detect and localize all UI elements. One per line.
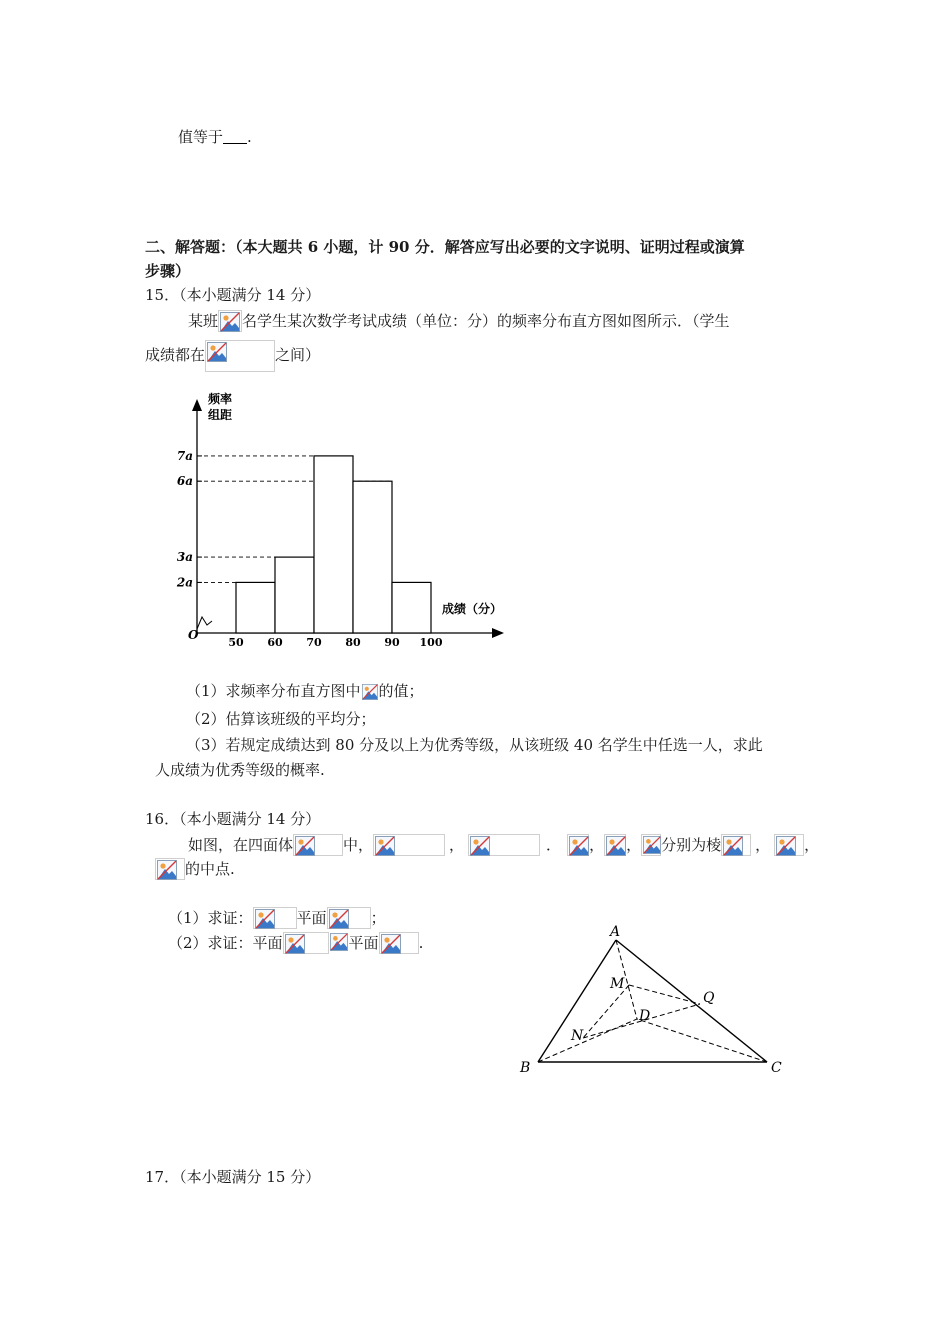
- histogram-bar: [353, 481, 392, 633]
- q16-part1-a: （1）求证：: [168, 909, 253, 927]
- formula-image-icon: [218, 310, 242, 332]
- axis-break: [197, 617, 212, 629]
- q17-score: （本小题满分 15 分）: [179, 1168, 321, 1186]
- q16-part1-c: ；: [370, 909, 386, 927]
- q15-part1-b: 的值；: [378, 682, 424, 700]
- x-label: 成绩（分）: [442, 602, 503, 616]
- period: ．: [546, 836, 562, 854]
- q16-number: 16．: [145, 810, 180, 828]
- q15-part2: （2）估算该班级的平均分；: [186, 710, 376, 728]
- formula-image-icon: [155, 858, 185, 880]
- y-label-line1: 频率: [208, 392, 233, 406]
- histogram-bar: [236, 582, 275, 633]
- formula-image-icon: [205, 340, 275, 372]
- q17-header: [145, 1166, 320, 1188]
- formula-image-icon: [774, 834, 804, 856]
- formula-image-icon: [373, 834, 445, 856]
- y-tick-label: 2a: [176, 575, 193, 590]
- comma: ，: [755, 836, 771, 854]
- q16-part1: [168, 907, 386, 929]
- y-tick-label: 6a: [176, 474, 193, 489]
- q16-part1-b: 平面: [296, 909, 327, 927]
- label-m: M: [610, 976, 625, 992]
- x-axis-arrow: [492, 628, 504, 638]
- label-b: B: [520, 1060, 531, 1076]
- histogram-bar: [275, 557, 314, 633]
- x-tick-label: 70: [306, 636, 322, 649]
- q16-stem-d: 的中点.: [185, 860, 235, 878]
- answer-blank: [223, 129, 247, 144]
- tetrahedron-figure: [505, 922, 805, 1082]
- segment-mn: [583, 985, 629, 1038]
- origin-label: O: [188, 628, 199, 642]
- y-label-line2: 组距: [208, 408, 233, 422]
- q17-number: 17．: [145, 1168, 180, 1186]
- y-tick-label: 3a: [176, 550, 193, 565]
- tail-end: .: [247, 128, 252, 146]
- comma: ，: [449, 836, 465, 854]
- q15-stem-line1: [188, 310, 730, 332]
- formula-image-icon: [327, 907, 371, 929]
- q16-part2-b: 平面: [348, 934, 379, 952]
- histogram-bar: [314, 456, 353, 633]
- formula-image-icon: [253, 907, 297, 929]
- formula-image-icon: [567, 834, 589, 856]
- label-d: D: [639, 1008, 651, 1024]
- edge-bd: [538, 1019, 637, 1062]
- q15-stem-line2: [145, 340, 320, 372]
- q16-part2-a: （2）求证：平面: [168, 934, 283, 952]
- x-tick-label: 90: [384, 636, 400, 649]
- y-tick-label: 7a: [176, 448, 193, 463]
- section-heading-line1: 二、解答题：（本大题共 6 小题，计 90 分．解答应写出必要的文字说明、证明过程或演算: [145, 238, 745, 256]
- formula-image-icon: [329, 932, 349, 954]
- edge-cd: [637, 1019, 767, 1062]
- q16-stem-c: 分别为棱: [661, 836, 722, 854]
- formula-image-icon: [604, 834, 626, 856]
- formula-image-icon: [293, 834, 343, 856]
- q15-stem-c: 成绩都在: [145, 346, 206, 364]
- edge-ac: [616, 940, 767, 1062]
- prev-question-tail: [178, 126, 252, 148]
- x-tick-label: 100: [419, 636, 443, 649]
- q15-stem-d: 之间）: [275, 346, 321, 364]
- formula-image-icon: [721, 834, 751, 856]
- q16-part2: [168, 932, 423, 954]
- y-axis-arrow: [192, 399, 202, 411]
- histogram-bar: [392, 582, 431, 633]
- q15-stem-b: 名学生某次数学考试成绩（单位：分）的频率分布直方图如图所示．（学生: [242, 312, 730, 330]
- segment-mq: [629, 985, 700, 1004]
- frequency-histogram: [176, 385, 510, 649]
- label-n: N: [571, 1028, 584, 1044]
- formula-image-icon: [641, 834, 661, 856]
- q16-stem-line1: [188, 834, 819, 856]
- x-tick-label: 80: [345, 636, 361, 649]
- q15-stem-a: 某班: [188, 312, 219, 330]
- q16-part2-c: .: [418, 934, 424, 952]
- q15-number: 15．: [145, 286, 180, 304]
- section-heading-line2: 步骤）: [145, 262, 191, 280]
- q15-part1: [186, 680, 424, 702]
- q15-score: （本小题满分 14 分）: [179, 286, 321, 304]
- tail-text: 值等于: [178, 128, 224, 146]
- q16-stem-line2: [155, 858, 235, 880]
- q15-header: [145, 284, 320, 306]
- q16-header: [145, 808, 320, 830]
- formula-image-icon: [283, 932, 329, 954]
- x-tick-label: 60: [267, 636, 283, 649]
- q15-part3-line2: 人成绩为优秀等级的概率.: [155, 761, 325, 779]
- q16-stem-a: 如图，在四面体: [188, 836, 294, 854]
- label-q: Q: [703, 990, 715, 1006]
- q15-part3-line1: （3）若规定成绩达到 80 分及以上为优秀等级，从该班级 40 名学生中任选一人，求此: [186, 736, 763, 754]
- label-a: A: [610, 924, 621, 940]
- formula-image-icon: [379, 932, 419, 954]
- q16-stem-b: 中，: [343, 836, 374, 854]
- q15-part1-a: （1）求频率分布直方图中: [186, 682, 361, 700]
- comma: ，: [804, 836, 820, 854]
- label-c: C: [771, 1060, 782, 1076]
- q16-score: （本小题满分 14 分）: [179, 810, 321, 828]
- comma: ，: [626, 836, 642, 854]
- formula-image-icon: [468, 834, 540, 856]
- comma: ，: [589, 836, 605, 854]
- formula-image-icon: [361, 680, 379, 702]
- x-tick-label: 50: [228, 636, 244, 649]
